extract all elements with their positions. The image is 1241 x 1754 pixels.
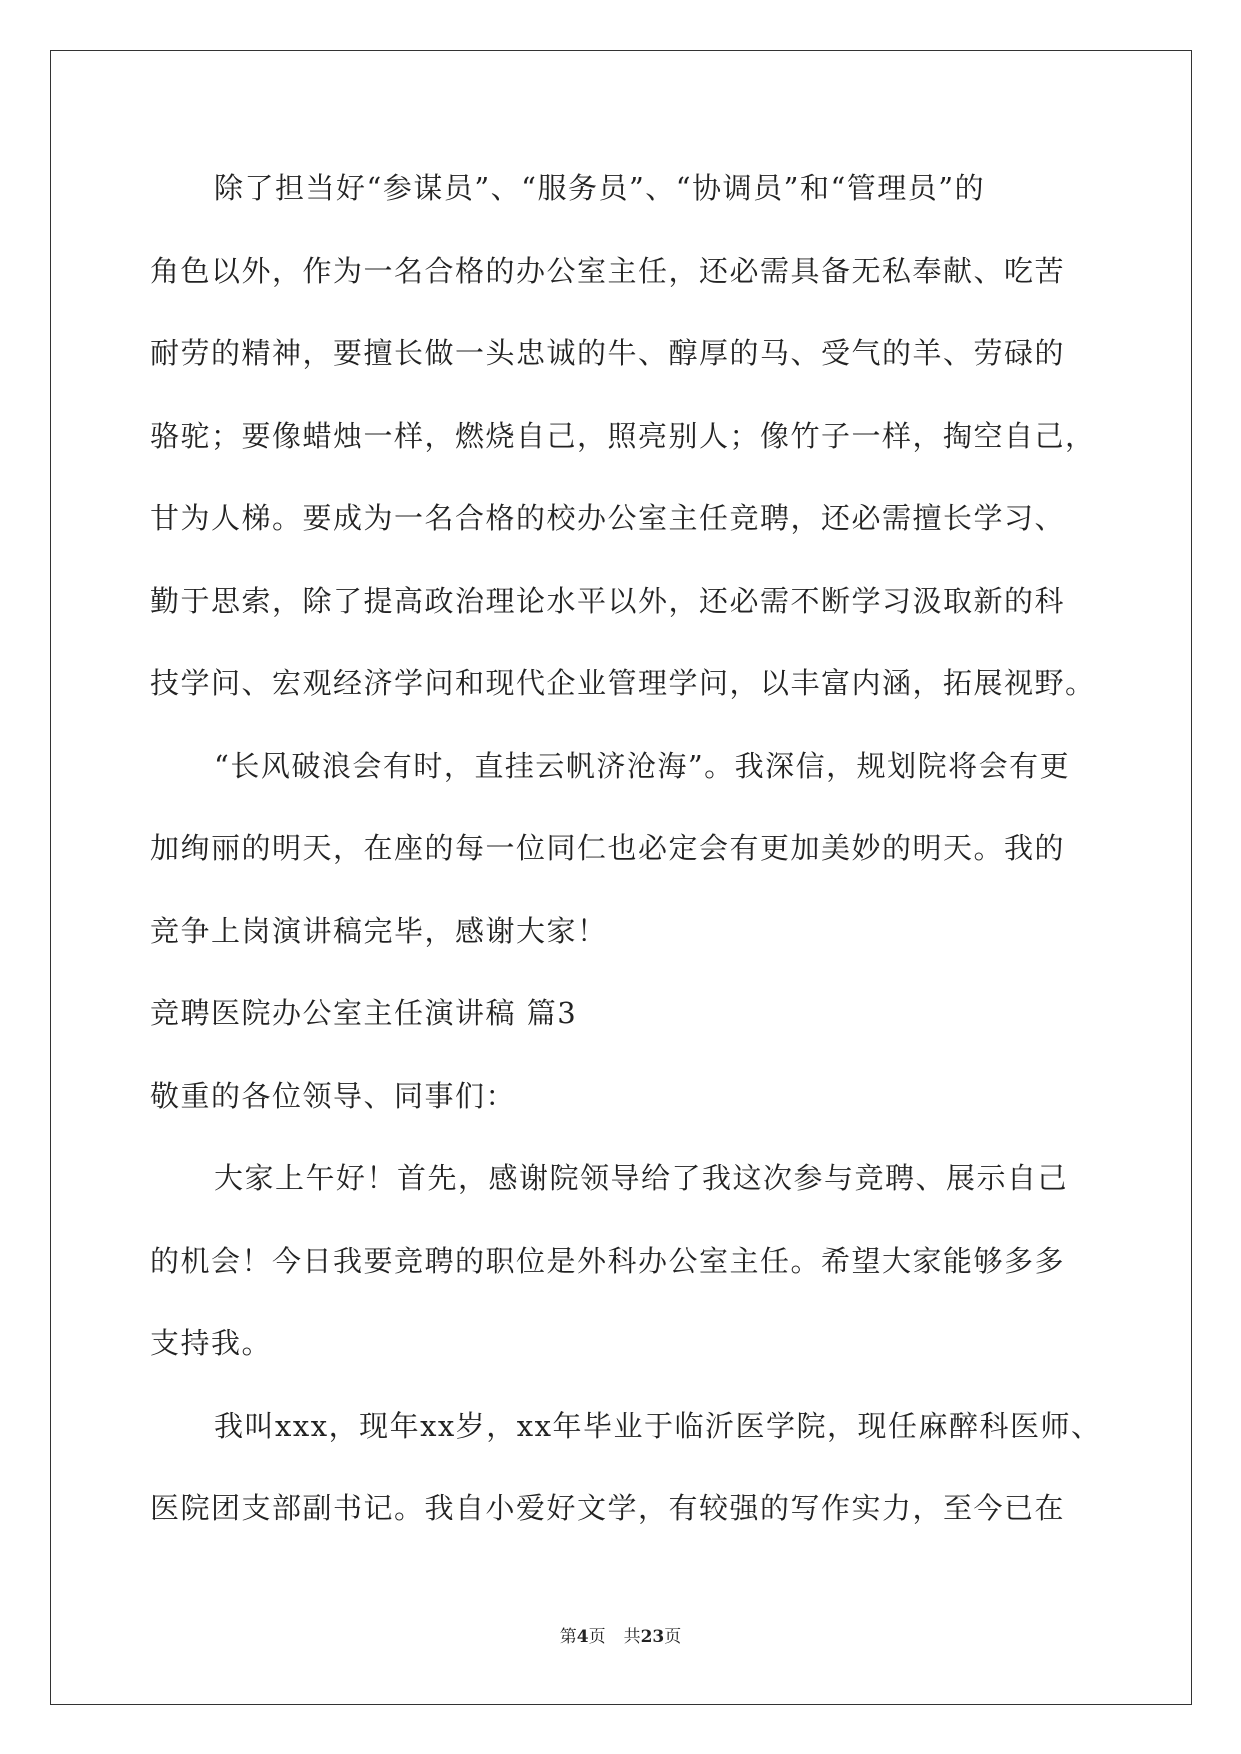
- page-suffix: 页: [588, 1627, 606, 1647]
- paragraph-line: 耐劳的精神，要擅长做一头忠诚的牛、醇厚的马、受气的羊、劳碌的: [150, 336, 1066, 370]
- total-pages: 23: [640, 1627, 665, 1647]
- paragraph-line: 除了担当好“参谋员”、“服务员”、“协调员”和“管理员”的: [214, 171, 986, 205]
- paragraph-line: 甘为人梯。要成为一名合格的校办公室主任竞聘，还必需擅长学习、: [150, 501, 1066, 535]
- paragraph-line: “长风破浪会有时，直挂云帆济沧海”。我深信，规划院将会有更: [214, 748, 1071, 783]
- paragraph-line: 医院团支部副书记。我自小爱好文学，有较强的写作实力，至今已在: [150, 1491, 1066, 1525]
- paragraph-line: 骆驼；要像蜡烛一样，燃烧自己，照亮别人；像竹子一样，掏空自己，: [150, 418, 1096, 453]
- paragraph-line: 我叫xxx，现年xx岁，xx年毕业于临沂医学院，现任麻醉科医师、: [214, 1408, 1102, 1443]
- paragraph-line: 竞争上岗演讲稿完毕，感谢大家！: [150, 913, 608, 948]
- page-number: 4: [576, 1627, 589, 1647]
- section-heading: 竞聘医院办公室主任演讲稿 篇3: [150, 996, 578, 1030]
- paragraph-line: 角色以外，作为一名合格的办公室主任，还必需具备无私奉献、吃苦: [150, 253, 1066, 288]
- paragraph-line: 技学问、宏观经济学问和现代企业管理学问，以丰富内涵，拓展视野。: [150, 666, 1096, 700]
- total-suffix: 页: [664, 1627, 682, 1647]
- page-footer: [0, 1622, 1241, 1647]
- paragraph-line: 勤于思索，除了提高政治理论水平以外，还必需不断学习汲取新的科: [150, 583, 1066, 618]
- paragraph-line: 加绚丽的明天，在座的每一位同仁也必定会有更加美妙的明天。我的: [150, 831, 1066, 865]
- paragraph-line: 的机会！今日我要竞聘的职位是外科办公室主任。希望大家能够多多: [150, 1243, 1066, 1278]
- salutation: 敬重的各位领导、同事们：: [150, 1078, 517, 1113]
- document-body: [150, 163, 1102, 1566]
- paragraph-line: 大家上午好！首先，感谢院领导给了我这次参与竞聘、展示自己: [214, 1161, 1069, 1195]
- page-prefix: 第: [559, 1627, 577, 1647]
- total-prefix: 共: [623, 1627, 641, 1647]
- paragraph-line: 支持我。: [150, 1326, 273, 1360]
